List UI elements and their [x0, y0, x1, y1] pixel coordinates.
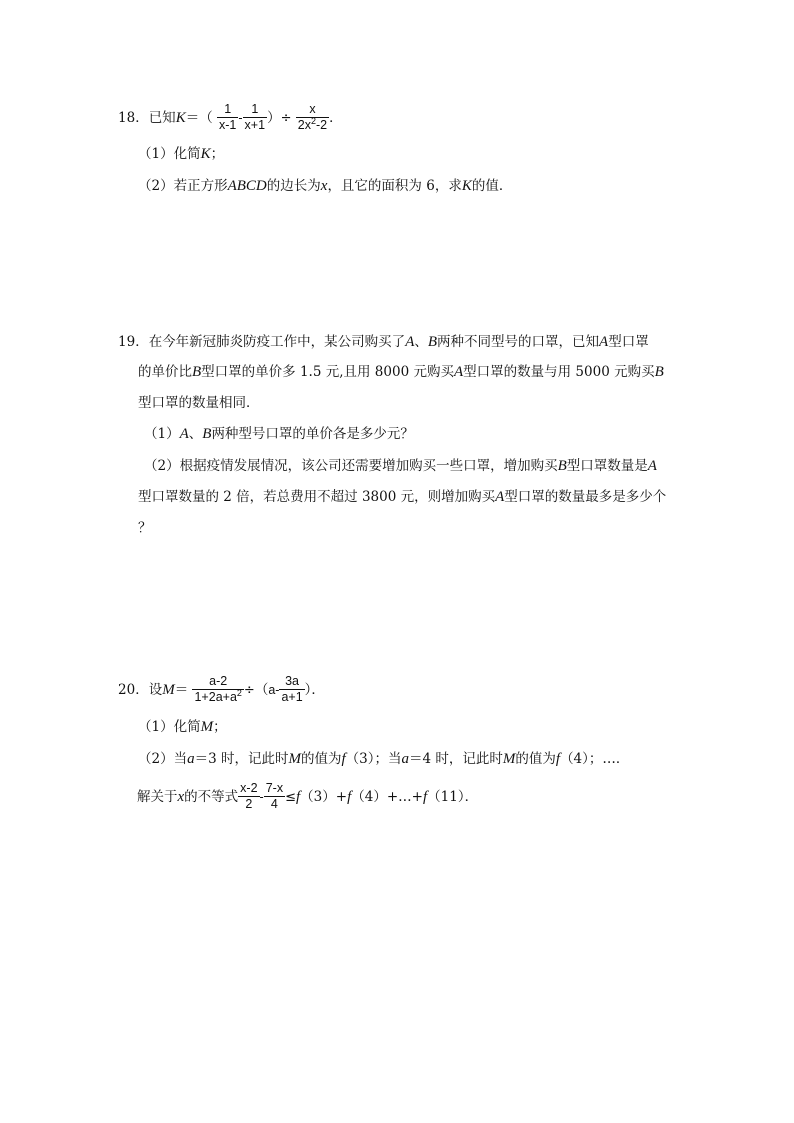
q19-l1-text-a: 在今年新冠肺炎防疫工作中，某公司购买了 [148, 334, 406, 350]
q20-f1-den-base: 1+2a+a [194, 690, 237, 704]
q20-p2-f3: （3）；当 [345, 751, 402, 767]
q19-p2-b: B [557, 458, 567, 474]
q19-l1-text-b: 两种不同型号的口罩，已知 [437, 334, 600, 350]
q19-p2-l2-text-a: 型口罩数量的 2 倍，若总费用不超过 3800 元，则增加购买 [138, 489, 496, 505]
q20-l3-f4: f [347, 789, 352, 805]
q20-ineq-minus: - [259, 790, 264, 804]
q19-stem-line-2 [0, 362, 794, 382]
q18-f3-den-exponent: 2 [310, 115, 316, 126]
q19-p1-text: 两种型号口罩的单价各是多少元？ [211, 426, 414, 442]
q19-p1-sep: 、 [188, 426, 203, 442]
q20-fraction-2 [279, 674, 304, 705]
q20-g1-denominator: 2 [245, 797, 253, 811]
q20-p2-f: f [341, 751, 346, 767]
q20-f1-den-exponent: 2 [236, 687, 242, 698]
q20-p2-m2: M [502, 751, 516, 767]
q20-p2-f4: （4）；…． [560, 751, 630, 767]
q20-g1-numerator: x-2 [240, 781, 258, 795]
q20-l3-s3: （3）+ [300, 789, 348, 805]
q18-fraction-3 [296, 102, 329, 133]
q18-f3-den-const: -2 [315, 118, 328, 132]
q18-f3-denominator [296, 115, 329, 133]
q20-f1-denominator [192, 687, 243, 705]
q19-l1-text-c: 型口罩 [608, 334, 649, 350]
q20-p2-a2: a [401, 751, 409, 767]
q18-equals: ＝ [185, 110, 200, 126]
q20-g2-denominator: 4 [270, 797, 278, 811]
q19-number: 19 [118, 334, 136, 350]
q19-l1-b: B [427, 334, 438, 350]
q20-l3-s4: （4）+…+ [351, 789, 423, 805]
q19-l2-a: A [453, 364, 464, 380]
q18-k-var: K [175, 110, 186, 126]
q19-p1-label: （1） [144, 426, 180, 442]
q20-l3-text-a: 解关于 [137, 789, 178, 805]
q18-p2-k: K [461, 178, 472, 194]
q20-fraction-1 [192, 674, 243, 705]
q18-open-paren: （ [199, 110, 213, 126]
q20-f1-numerator: a-2 [192, 674, 243, 690]
q18-number: 18 [118, 110, 136, 126]
q20-p2-text-c: 的值为 [300, 751, 342, 767]
q20-g2-numerator: 7-x [265, 781, 284, 795]
q18-p2-text-a: （2）若正方形 [138, 178, 228, 194]
q19-p2-l3-text: ？ [138, 520, 152, 536]
q19-p2-a: A [647, 458, 657, 474]
q18-close-paren: ） [267, 110, 281, 126]
q20-l3-s11: （11）． [427, 789, 479, 805]
q20-p1-end: ； [213, 719, 227, 735]
q18-f3-den-base: 2x [297, 118, 311, 132]
q19-l1-a2: A [599, 334, 609, 350]
q19-l2-b: B [192, 364, 202, 380]
q20-p2-f2: f [555, 751, 561, 767]
q20-leq-sign: ≤ [285, 790, 296, 805]
q19-l3-text: 型口罩的数量相同． [138, 395, 260, 411]
q19-l1-sep: 、 [414, 334, 428, 350]
q20-stem: 20．设M＝ $\frac{a-2}{1+2a+a^2}$ ÷（a- $\frac{3a}{a+1}$ ）． [118, 674, 325, 704]
q20-l3-f11: f [422, 789, 428, 805]
q20-ineq-fraction-2 [264, 781, 285, 812]
q18-p2-square-name: ABCD [227, 178, 267, 194]
q20-open-paren: （ [254, 682, 269, 698]
q19-stem-line-3 [0, 393, 794, 413]
q19-part-2-line-3 [0, 518, 794, 538]
q20-intro: 设 [148, 682, 163, 698]
q20-part-1 [0, 717, 794, 737]
q18-part-1 [0, 144, 794, 164]
q18-f2-denominator: x+1 [244, 118, 266, 132]
q19-p2-text-b: 型口罩数量是 [566, 458, 648, 474]
q18-p2-text-b: 的边长为 [266, 178, 321, 194]
q18-fraction-1 [217, 102, 238, 133]
q18-p2-text-c: ，且它的面积为 6，求 [327, 178, 462, 194]
q20-p2-text-a: （2）当 [138, 751, 188, 767]
q19-part-2-line-1 [0, 456, 794, 476]
q20-divide-sign: ÷ [243, 683, 255, 698]
q20-l3-x: x [177, 789, 185, 805]
q18-p2-text-d: 的值． [471, 178, 513, 194]
q20-f2-numerator: 3a [279, 674, 304, 690]
q19-l2-text-c: 型口罩的数量与用 5000 元购买 [463, 364, 655, 380]
q20-f2-denominator: a+1 [281, 690, 303, 704]
q19-l2-text-b: 型口罩的单价多 1.5 元,且用 8000 元购买 [201, 364, 454, 380]
q19-stem-line-1: 19．在今年新冠肺炎防疫工作中，某公司购买了A、B两种不同型号的口罩，已知A型口罩 [118, 334, 649, 350]
q20-part-2-line-2 [0, 782, 794, 813]
q18-stem: 18．已知K＝（ $\frac{1}{x-1}$ - $\frac{1}{x+1}$ ）÷ $\frac{x}{2x^2-2}$ ． [118, 102, 343, 132]
q18-f1-denominator: x-1 [219, 118, 237, 132]
q20-m-var: M [162, 682, 175, 698]
q20-p2-text-d: ＝4 时，记此时 [409, 751, 503, 767]
q20-p2-a: a [187, 751, 195, 767]
q18-part-2 [0, 176, 794, 196]
q20-number: 20 [118, 682, 136, 698]
q19-part-2-line-2 [0, 487, 794, 507]
q20-l3-text-b: 的不等式 [184, 789, 239, 805]
q19-p1-a: A [179, 426, 189, 442]
q20-p2-text-b: ＝3 时，记此时 [194, 751, 289, 767]
q20-part-2 [0, 749, 794, 769]
q18-f3-numerator: x [296, 102, 329, 118]
q19-l2-b2: B [654, 364, 664, 380]
q18-fraction-2 [243, 102, 268, 133]
q20-l3-f3: f [296, 789, 301, 805]
q19-p2-l2-a: A [495, 489, 505, 505]
q18-f2-numerator: 1 [243, 102, 268, 118]
q18-p1-end: ； [210, 146, 225, 162]
q18-p1-label: （1）化简 [138, 146, 201, 162]
q20-equals: ＝ [174, 682, 189, 698]
q18-end-mark: ． [329, 110, 343, 126]
q20-ineq-fraction-1 [238, 781, 259, 812]
q20-a-minus: a- [268, 683, 280, 697]
q19-p2-text-a: （2）根据疫情发展情况，该公司还需要增加购买一些口罩，增加购买 [144, 458, 558, 474]
q18-p1-var: K [200, 146, 211, 162]
q20-p2-text-c2: 的值为 [515, 751, 556, 767]
q18-f1-numerator: 1 [217, 102, 238, 118]
q19-l1-a: A [405, 334, 415, 350]
q18-divide-sign: ÷ [280, 111, 292, 126]
q19-part-1 [0, 424, 794, 444]
q20-p2-m: M [288, 751, 301, 767]
q20-close-paren: ）． [304, 682, 325, 698]
q19-p2-l2-text-b: 型口罩的数量最多是多少个 [504, 489, 667, 505]
q18-minus: - [238, 111, 243, 125]
q20-p1-var: M [200, 719, 214, 735]
q19-l2-text-a: 的单价比 [138, 364, 192, 380]
q18-p2-x: x [320, 178, 328, 194]
q18-intro: 已知 [148, 110, 176, 126]
q19-p1-b: B [202, 426, 212, 442]
q20-p1-label: （1）化简 [138, 719, 201, 735]
